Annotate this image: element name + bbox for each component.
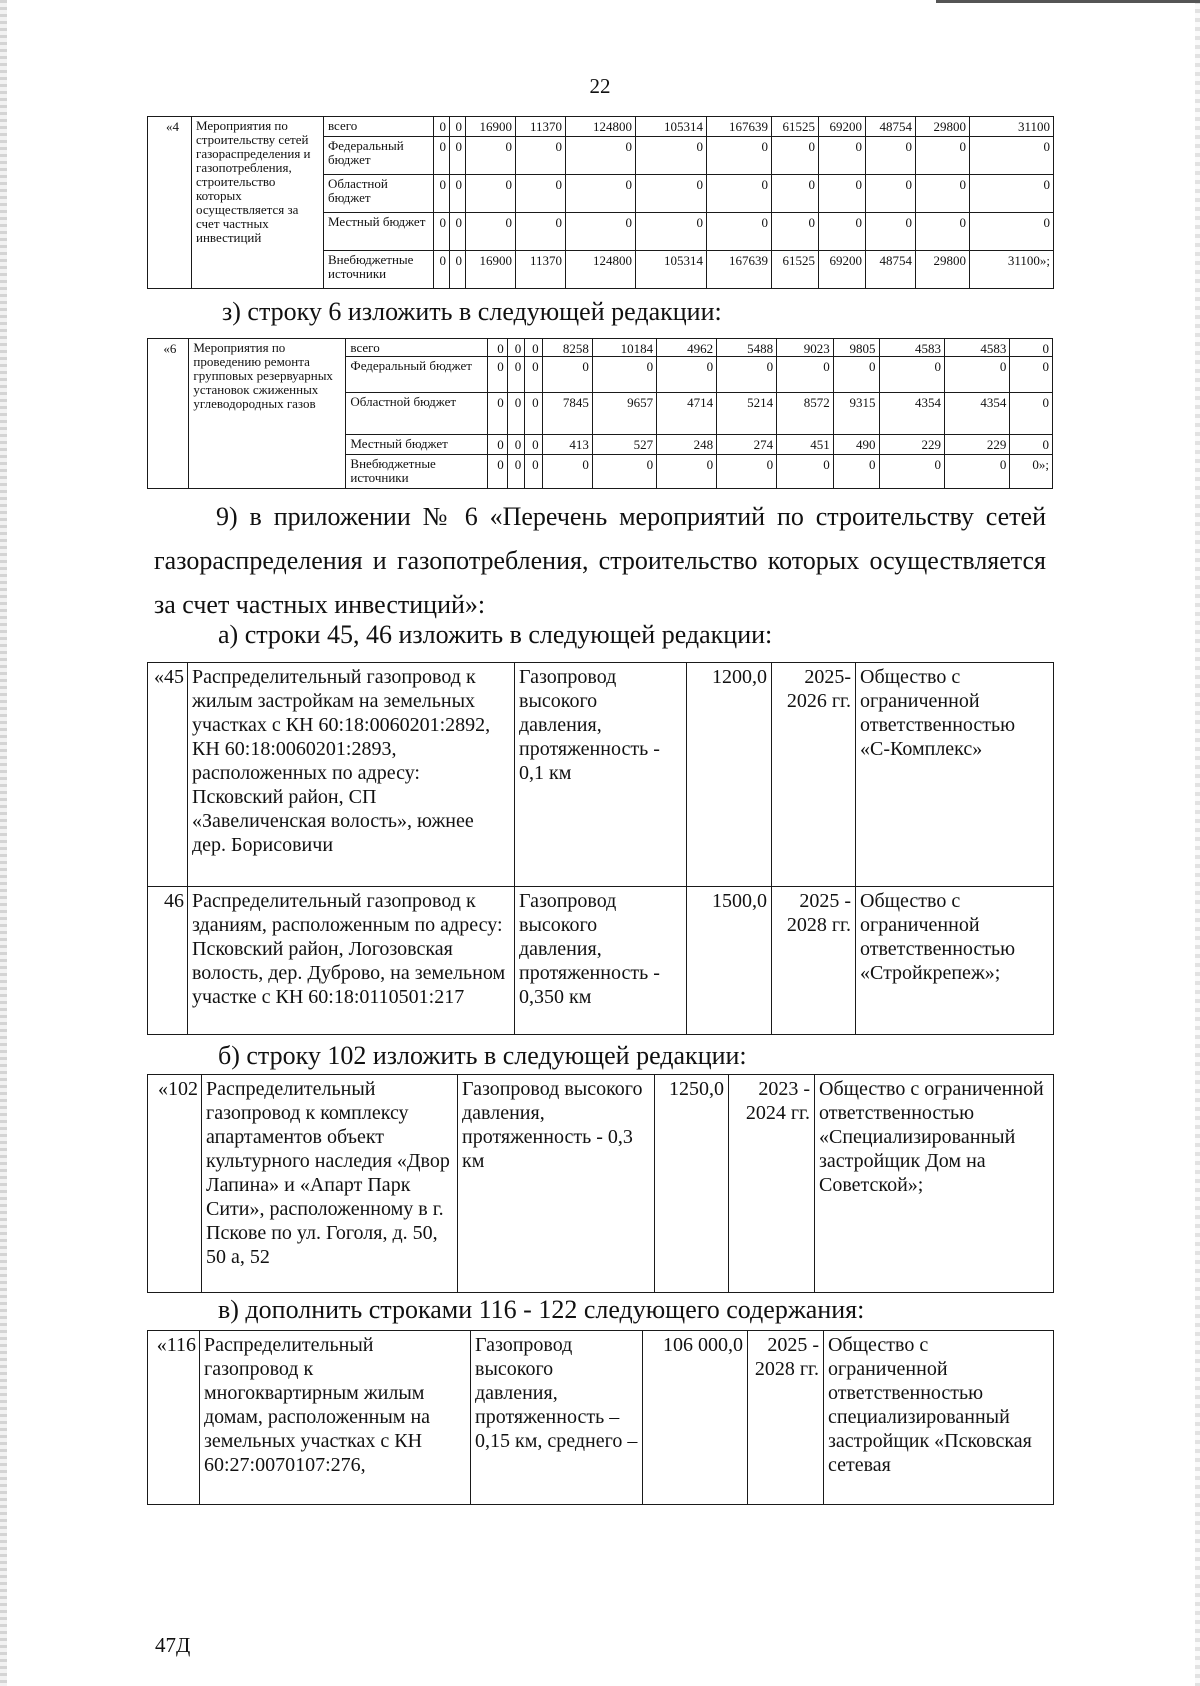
value-cell: 69200 xyxy=(819,117,866,137)
value-cell: 8572 xyxy=(777,393,834,435)
value-cell: 0 xyxy=(566,137,636,175)
value-cell: 0 xyxy=(970,137,1054,175)
value-cell: 11370 xyxy=(516,251,566,289)
value-cell: 413 xyxy=(542,435,592,455)
funding-source: Областной бюджет xyxy=(346,393,488,435)
value-cell: 0 xyxy=(507,339,524,357)
value-cell: 10184 xyxy=(592,339,656,357)
value-cell: 31100»; xyxy=(970,251,1054,289)
pipeline-type: Газопровод высокого давления, протяженность - 0,3 км xyxy=(458,1075,655,1293)
value-cell: 0 xyxy=(525,357,542,393)
pipeline-name: Распределительный газопровод к зданиям, расположенным по адресу: Псковский район, Логозовская волость, дер. Дуброво, на земельном участке с КН 60:18:0110501:217 xyxy=(188,887,515,1035)
organization: Общество с ограниченной ответственностью «Специализированный застройщик Дом на Советской»; xyxy=(815,1075,1054,1293)
value-cell: 0 xyxy=(707,137,772,175)
row-number: «45 xyxy=(148,663,188,887)
length-value: 106 000,0 xyxy=(643,1331,748,1505)
table-row-116 xyxy=(147,1330,1054,1505)
heading-a: а) строки 45, 46 изложить в следующей редакции: xyxy=(218,620,773,649)
years-period: 2023 - 2024 гг. xyxy=(729,1075,815,1293)
pipeline-name: Распределительный газопровод к многоквартирным жилым домам, расположенным на земельных участках с КН 60:27:0070107:276, xyxy=(200,1331,471,1505)
funding-source: Внебюджетные источники xyxy=(324,251,434,289)
row-number: «116 xyxy=(148,1331,200,1505)
value-cell: 0 xyxy=(434,175,450,213)
funding-source: всего xyxy=(324,117,434,137)
value-cell: 0 xyxy=(507,455,524,489)
value-cell: 0 xyxy=(525,339,542,357)
value-cell: 0 xyxy=(819,213,866,251)
value-cell: 0 xyxy=(542,357,592,393)
organization: Общество с ограниченной ответственностью специализированный застройщик «Псковская сетевая xyxy=(824,1331,1054,1505)
value-cell: 229 xyxy=(879,435,944,455)
value-cell: 0 xyxy=(717,357,777,393)
table-row xyxy=(148,117,1054,137)
value-cell: 0 xyxy=(916,213,970,251)
value-cell: 490 xyxy=(833,435,879,455)
value-cell: 0 xyxy=(777,455,834,489)
value-cell: 0 xyxy=(916,137,970,175)
table-row-102 xyxy=(147,1074,1054,1293)
value-cell: 0 xyxy=(944,455,1009,489)
pipeline-name: Распределительный газопровод к жилым застройкам на земельных участках с КН 60:18:0060201:2892, КН 60:18:0060201:2893, расположенных по адресу: Псковский район, СП «Завеличенская волость», южнее дер. Борисовичи xyxy=(188,663,515,887)
funding-source: Местный бюджет xyxy=(346,435,488,455)
value-cell: 0 xyxy=(516,137,566,175)
page-number: 22 xyxy=(589,74,611,98)
value-cell: 0 xyxy=(450,117,466,137)
value-cell: 4583 xyxy=(944,339,1009,357)
value-cell: 124800 xyxy=(566,251,636,289)
value-cell: 0 xyxy=(707,175,772,213)
value-cell: 9657 xyxy=(592,393,656,435)
value-cell: 0 xyxy=(525,435,542,455)
value-cell: 11370 xyxy=(516,117,566,137)
value-cell: 31100 xyxy=(970,117,1054,137)
value-cell: 4962 xyxy=(657,339,717,357)
value-cell: 105314 xyxy=(636,251,707,289)
value-cell: 29800 xyxy=(916,251,970,289)
value-cell: 167639 xyxy=(707,117,772,137)
value-cell: 4714 xyxy=(657,393,717,435)
funding-source: Местный бюджет xyxy=(324,213,434,251)
value-cell: 0 xyxy=(507,393,524,435)
value-cell: 0 xyxy=(866,213,916,251)
value-cell: 4354 xyxy=(879,393,944,435)
row-number: 46 xyxy=(148,887,188,1035)
funding-source: Внебюджетные источники xyxy=(346,455,488,489)
value-cell: 0 xyxy=(434,117,450,137)
activity-name: Мероприятия по строительству сетей газораспределения и газопотребления, строительство которых осуществляется за счет частных инвестиций xyxy=(192,117,324,289)
value-cell: 5214 xyxy=(717,393,777,435)
table-row xyxy=(148,1075,1054,1293)
heading-z: з) строку 6 изложить в следующей редакции: xyxy=(222,297,722,326)
value-cell: 16900 xyxy=(466,117,516,137)
value-cell: 29800 xyxy=(916,117,970,137)
value-cell: 0 xyxy=(1010,339,1053,357)
value-cell: 9315 xyxy=(833,393,879,435)
value-cell: 69200 xyxy=(819,251,866,289)
value-cell: 0 xyxy=(707,213,772,251)
value-cell: 0 xyxy=(592,455,656,489)
value-cell: 0 xyxy=(434,213,450,251)
value-cell: 0 xyxy=(944,357,1009,393)
years-period: 2025 - 2028 гг. xyxy=(748,1331,824,1505)
years-period: 2025 - 2028 гг. xyxy=(772,887,856,1035)
value-cell: 0 xyxy=(772,175,819,213)
value-cell: 9023 xyxy=(777,339,834,357)
value-cell: 0 xyxy=(516,175,566,213)
value-cell: 0 xyxy=(777,357,834,393)
value-cell: 0 xyxy=(488,357,508,393)
value-cell: 0 xyxy=(866,137,916,175)
value-cell: 16900 xyxy=(466,251,516,289)
pipeline-type: Газопровод высокого давления, протяженность - 0,350 км xyxy=(515,887,687,1035)
table-row xyxy=(148,887,1054,1035)
organization: Общество с ограниченной ответственностью «Стройкрепеж»; xyxy=(856,887,1054,1035)
row-number: «6 xyxy=(148,339,189,489)
value-cell: 0 xyxy=(636,175,707,213)
length-value: 1250,0 xyxy=(655,1075,729,1293)
value-cell: 0 xyxy=(970,213,1054,251)
scan-edge-top xyxy=(936,0,1200,3)
value-cell: 0 xyxy=(819,175,866,213)
value-cell: 0 xyxy=(566,213,636,251)
row-number: «4 xyxy=(148,117,192,289)
value-cell: 0 xyxy=(434,251,450,289)
value-cell: 9805 xyxy=(833,339,879,357)
scan-edge-right xyxy=(1195,0,1200,1686)
footer-code: 47Д xyxy=(155,1633,191,1657)
value-cell: 0 xyxy=(450,137,466,175)
table-row xyxy=(148,339,1053,357)
value-cell: 61525 xyxy=(772,251,819,289)
heading-b: б) строку 102 изложить в следующей редакции: xyxy=(218,1041,747,1070)
value-cell: 0 xyxy=(1010,357,1053,393)
heading-v: в) дополнить строками 116 - 122 следующего содержания: xyxy=(218,1295,865,1324)
value-cell: 0 xyxy=(507,357,524,393)
value-cell: 0 xyxy=(466,175,516,213)
value-cell: 8258 xyxy=(542,339,592,357)
activity-name: Мероприятия по проведению ремонта групповых резервуарных установок сжиженных углеводородных газов xyxy=(189,339,346,489)
value-cell: 48754 xyxy=(866,251,916,289)
value-cell: 0 xyxy=(466,213,516,251)
value-cell: 5488 xyxy=(717,339,777,357)
value-cell: 0 xyxy=(879,357,944,393)
table-row xyxy=(148,663,1054,887)
table-rows-45-46 xyxy=(147,662,1054,1035)
years-period: 2025-2026 гг. xyxy=(772,663,856,887)
value-cell: 0 xyxy=(525,393,542,435)
value-cell: 0 xyxy=(819,137,866,175)
value-cell: 0 xyxy=(657,455,717,489)
value-cell: 0 xyxy=(833,455,879,489)
funding-source: всего xyxy=(346,339,488,357)
length-value: 1200,0 xyxy=(687,663,772,887)
value-cell: 0 xyxy=(1010,393,1053,435)
pipeline-type: Газопровод высокого давления, протяженность – 0,15 км, среднего – xyxy=(471,1331,643,1505)
value-cell: 7845 xyxy=(542,393,592,435)
value-cell: 0 xyxy=(772,137,819,175)
value-cell: 248 xyxy=(657,435,717,455)
value-cell: 0 xyxy=(970,175,1054,213)
pipeline-type: Газопровод высокого давления, протяженность - 0,1 км xyxy=(515,663,687,887)
value-cell: 167639 xyxy=(707,251,772,289)
value-cell: 124800 xyxy=(566,117,636,137)
value-cell: 0 xyxy=(833,357,879,393)
value-cell: 4354 xyxy=(944,393,1009,435)
value-cell: 0 xyxy=(592,357,656,393)
value-cell: 527 xyxy=(592,435,656,455)
value-cell: 0 xyxy=(717,455,777,489)
value-cell: 0 xyxy=(566,175,636,213)
scan-edge-left xyxy=(0,0,7,1686)
value-cell: 451 xyxy=(777,435,834,455)
value-cell: 0 xyxy=(879,455,944,489)
value-cell: 48754 xyxy=(866,117,916,137)
table-row-6 xyxy=(147,338,1053,489)
value-cell: 0 xyxy=(450,213,466,251)
value-cell: 0 xyxy=(636,137,707,175)
table-row xyxy=(148,1331,1054,1505)
value-cell: 0 xyxy=(488,455,508,489)
length-value: 1500,0 xyxy=(687,887,772,1035)
value-cell: 0 xyxy=(916,175,970,213)
value-cell: 0 xyxy=(488,339,508,357)
value-cell: 0 xyxy=(1010,435,1053,455)
value-cell: 0 xyxy=(516,213,566,251)
value-cell: 0 xyxy=(866,175,916,213)
value-cell: 229 xyxy=(944,435,1009,455)
value-cell: 0 xyxy=(525,455,542,489)
organization: Общество с ограниченной ответственностью «С-Комплекс» xyxy=(856,663,1054,887)
funding-source: Областной бюджет xyxy=(324,175,434,213)
value-cell: 0 xyxy=(434,137,450,175)
value-cell: 274 xyxy=(717,435,777,455)
value-cell: 0»; xyxy=(1010,455,1053,489)
value-cell: 0 xyxy=(488,435,508,455)
value-cell: 0 xyxy=(450,175,466,213)
value-cell: 105314 xyxy=(636,117,707,137)
value-cell: 61525 xyxy=(772,117,819,137)
value-cell: 0 xyxy=(450,251,466,289)
table-row-4 xyxy=(147,116,1054,289)
value-cell: 0 xyxy=(657,357,717,393)
value-cell: 0 xyxy=(772,213,819,251)
value-cell: 0 xyxy=(636,213,707,251)
funding-source: Федеральный бюджет xyxy=(346,357,488,393)
funding-source: Федеральный бюджет xyxy=(324,137,434,175)
paragraph-9: 9) в приложении № 6 «Перечень мероприятий по строительству сетей газораспределения и газопотребления, строительство которых осуществляется за счет частных инвестиций»: xyxy=(154,502,1046,619)
value-cell: 4583 xyxy=(879,339,944,357)
pipeline-name: Распределительный газопровод к комплексу апартаментов объект культурного наследия «Двор Лапина» и «Апарт Парк Сити», расположенному в г. Пскове по ул. Гоголя, д. 50, 50 а, 52 xyxy=(202,1075,458,1293)
value-cell: 0 xyxy=(507,435,524,455)
value-cell: 0 xyxy=(542,455,592,489)
value-cell: 0 xyxy=(466,137,516,175)
row-number: «102 xyxy=(148,1075,202,1293)
value-cell: 0 xyxy=(488,393,508,435)
